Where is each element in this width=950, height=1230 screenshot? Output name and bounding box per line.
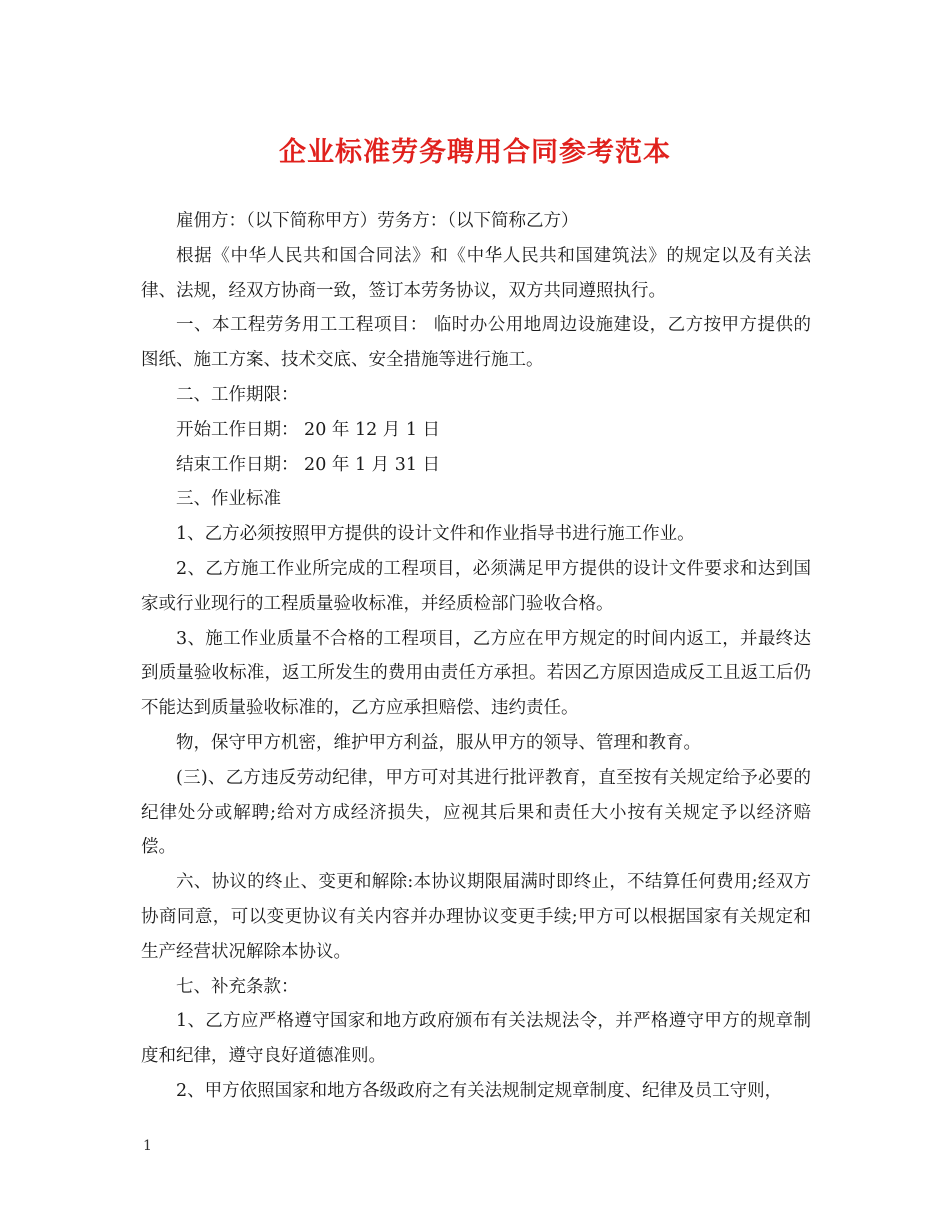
paragraph-supplement-heading: 七、补充条款：: [176, 976, 299, 997]
paragraph-parties: 雇佣方：（以下简称甲方）劳务方：（以下简称乙方）: [176, 211, 579, 231]
paragraph-standard-1: 1、乙方必须按照甲方提供的设计文件和作业指导书进行施工作业。: [176, 524, 695, 545]
page-number: 1: [143, 1138, 152, 1154]
paragraph-termination: 六、协议的终止、变更和解除:本协议期限届满时即终止，不结算任何费用;经双方协商同意，可以变更协议有关内容并办理协议变更手续;甲方可以根据国家有关规定和生产经营状况解除本协议。: [141, 872, 811, 962]
paragraph-preamble: 根据《中华人民共和国合同法》和《中华人民共和国建筑法》的规定以及有关法律、法规，经双方协商一致，签订本劳务协议，双方共同遵照执行。: [141, 245, 811, 301]
paragraph-term-heading: 二、工作期限：: [176, 384, 299, 405]
paragraph-project: 一、本工程劳务用工工程项目： 临时办公用地周边设施建设，乙方按甲方提供的图纸、施工方案、技术交底、安全措施等进行施工。: [141, 315, 811, 371]
document-title: 企业标准劳务聘用合同参考范本: [279, 137, 671, 168]
paragraph-supplement-2: 2、甲方依照国家和地方各级政府之有关法规制定规章制度、纪律及员工守则，: [176, 1080, 783, 1101]
document-body: [141, 204, 811, 1109]
paragraph-discipline: (三)、乙方违反劳动纪律，甲方可对其进行批评教育，直至按有关规定给予必要的纪律处分或解聘;给对方成经济损失，应视其后果和责任大小按有关规定予以经济赔偿。: [141, 767, 811, 858]
paragraph-standards-heading: 三、作业标准: [176, 489, 281, 510]
paragraph-end-date: 结束工作日期： 20 年 1 月 31 日: [176, 454, 441, 475]
paragraph-start-date: 开始工作日期： 20 年 12 月 1 日: [176, 419, 441, 440]
paragraph-supplement-1: 1、乙方应严格遵守国家和地方政府颁布有关法规法令，并严格遵守甲方的规章制度和纪律，遵守良好道德准则。: [141, 1011, 811, 1067]
paragraph-standard-2: 2、乙方施工作业所完成的工程项目，必须满足甲方提供的设计文件要求和达到国家或行业现行的工程质量验收标准，并经质检部门验收合格。: [141, 558, 811, 614]
paragraph-confidentiality: 物，保守甲方机密，维护甲方利益，服从甲方的领导、管理和教育。: [176, 732, 701, 753]
paragraph-standard-3: 3、施工作业质量不合格的工程项目，乙方应在甲方规定的时间内返工，并最终达到质量验收标准，返工所发生的费用由责任方承担。若因乙方原因造成反工且返工后仍不能达到质量验收标准的，乙方应承担赔偿、违约责任。: [141, 628, 811, 719]
